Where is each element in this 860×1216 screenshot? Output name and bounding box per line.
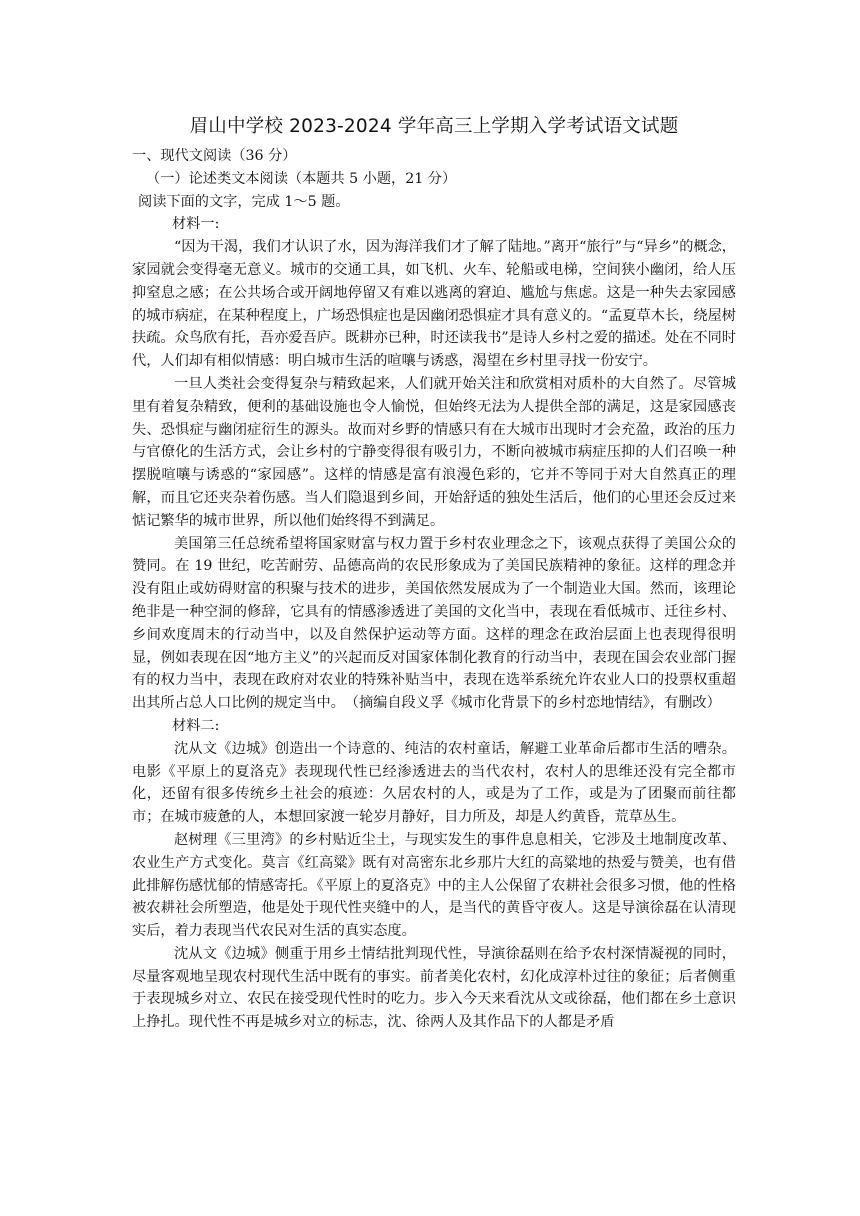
material-one-paragraph: “因为干渴，我们才认识了水，因为海洋我们才了解了陆地。”离开“旅行”与“异乡”的概念，家园就会变得毫无意义。城市的交通工具，如飞机、火车、轮船或电梯，空间狭小幽闭，给人压抑窒息之感；在公共场合或开阔地停留又有难以逃离的窘迫、尴尬与焦虑。这是一种失去家园感的城市病症，在某种程度上，广场恐惧症也是因幽闭恐惧症才具有意义的。“孟夏草木长，绕屋树扶疏。众鸟欣有托，吾亦爱吾庐。既耕亦已种，时还读我书”是诗人乡村之爱的描述。处在不同时代，人们却有相似情感：明白城市生活的喧嚷与诱惑，渴望在乡村里寻找一份安宁。 [132, 239, 736, 370]
material-one-heading: 材料一: [172, 216, 220, 233]
material-two-paragraph: 沈从文《边城》创造出一个诗意的、纯洁的农村童话，解避工业革命后都市生活的嘈杂。电影《平原上的夏洛克》表现现代性已经渗透进去的当代农村，农村人的思维还没有完全都市化，还留有很多传统乡土社会的痕迹：久居农村的人，或是为了工作，或是为了团聚而前往都市；在城市疲惫的人，本想回家渡一轮岁月静好，目力所及，却是人约黄昏，荒草丛生。 [132, 740, 736, 826]
material-one-paragraph: 美国第三任总统希望将国家财富与权力置于乡村农业理念之下，该观点获得了美国公众的赞同。在 19 世纪，吃苦耐劳、品德高尚的农民形象成为了美国民族精神的象征。这样的理念并没有阻止或妨碍财富的积聚与技术的进步，美国依然发展成为了一个制造业大国。然而，该理论绝非是一种空洞的修辞，它具有的情感渗透进了美国的文化当中，表现在看低城市、迁往乡村、乡间欢度周末的行动当中，以及自然保护运动等方面。这样的理念在政治层面上也表现得很明显，例如表现在因“地方主义”的兴起而反对国家体制化教育的行动当中，表现在国会农业部门握有的权力当中，表现在政府对农业的特殊补贴当中，表现在选举系统允许农业人口的投票权重超出其所占总人口比例的规定当中。 （摘编自段义孚《城市化背景下的乡村恋地情结》，有删改） [132, 535, 736, 712]
material-two-paragraph: 沈从文《边城》侧重于用乡土情结批判现代性，导演徐磊则在给予农村深情凝视的同时，尽量客观地呈现农村现代生活中既有的事实。前者美化农村，幻化成淳朴过往的象征；后者侧重于表现城乡对立、农民在接受现代性时的吃力。步入今天来看沈从文或徐磊，他们都在乡土意识上挣扎。现代性不再是城乡对立的标志，沈、徐两人及其作品下的人都是矛盾 [132, 945, 736, 1031]
material-two-paragraph: 赵树理《三里湾》的乡村贴近尘土，与现实发生的事件息息相关，它涉及土地制度改革、农业生产方式变化。莫言《红高粱》既有对高密东北乡那片大红的高粱地的热爱与赞美，也有借此排解伤感忧郁的情感寄托。《平原上的夏洛克》中的主人公保留了农耕社会很多习惯，他的性格被农耕社会所塑造，他是处于现代性夹缝中的人，是当代的黄昏守夜人。这是导演徐磊在认清现实后，着力表现当代农民对生活的真实态度。 [132, 831, 736, 940]
material-one-paragraph: 一旦人类社会变得复杂与精致起来，人们就开始关注和欣赏相对质朴的大自然了。尽管城里有着复杂精致，便利的基础设施也令人愉悦，但始终无法为人提供全部的满足，这是家园感丧失、恐惧症与幽闭症衍生的源头。故而对乡野的情感只有在大城市出现时才会充盈，政治的压力与官僚化的生活方式，会让乡村的宁静变得很有吸引力，不断向被城市病症压抑的人们召唤一种摆脱喧嚷与诱惑的“家园感”。这样的情感是富有浪漫色彩的，它并不等同于对大自然真正的理解，而且它还夹杂着伤感。当人们隐退到乡间，开始舒适的独处生活后，他们的心里还会反过来惦记繁华的城市世界，所以他们始终得不到满足。 [132, 375, 736, 529]
subsection-heading-argumentative: （一）论述类文本阅读（本题共 5 小题，21 分） [146, 170, 457, 187]
section-heading-modern-reading: 一、现代文阅读（36 分） [132, 148, 297, 164]
exam-title: 眉山中学校 2023-2024 学年高三上学期入学考试语文试题 [189, 116, 679, 137]
material-two-heading: 材料二: [172, 717, 220, 734]
reading-instruction: 阅读下面的文字，完成 1～5 题。 [138, 193, 350, 210]
